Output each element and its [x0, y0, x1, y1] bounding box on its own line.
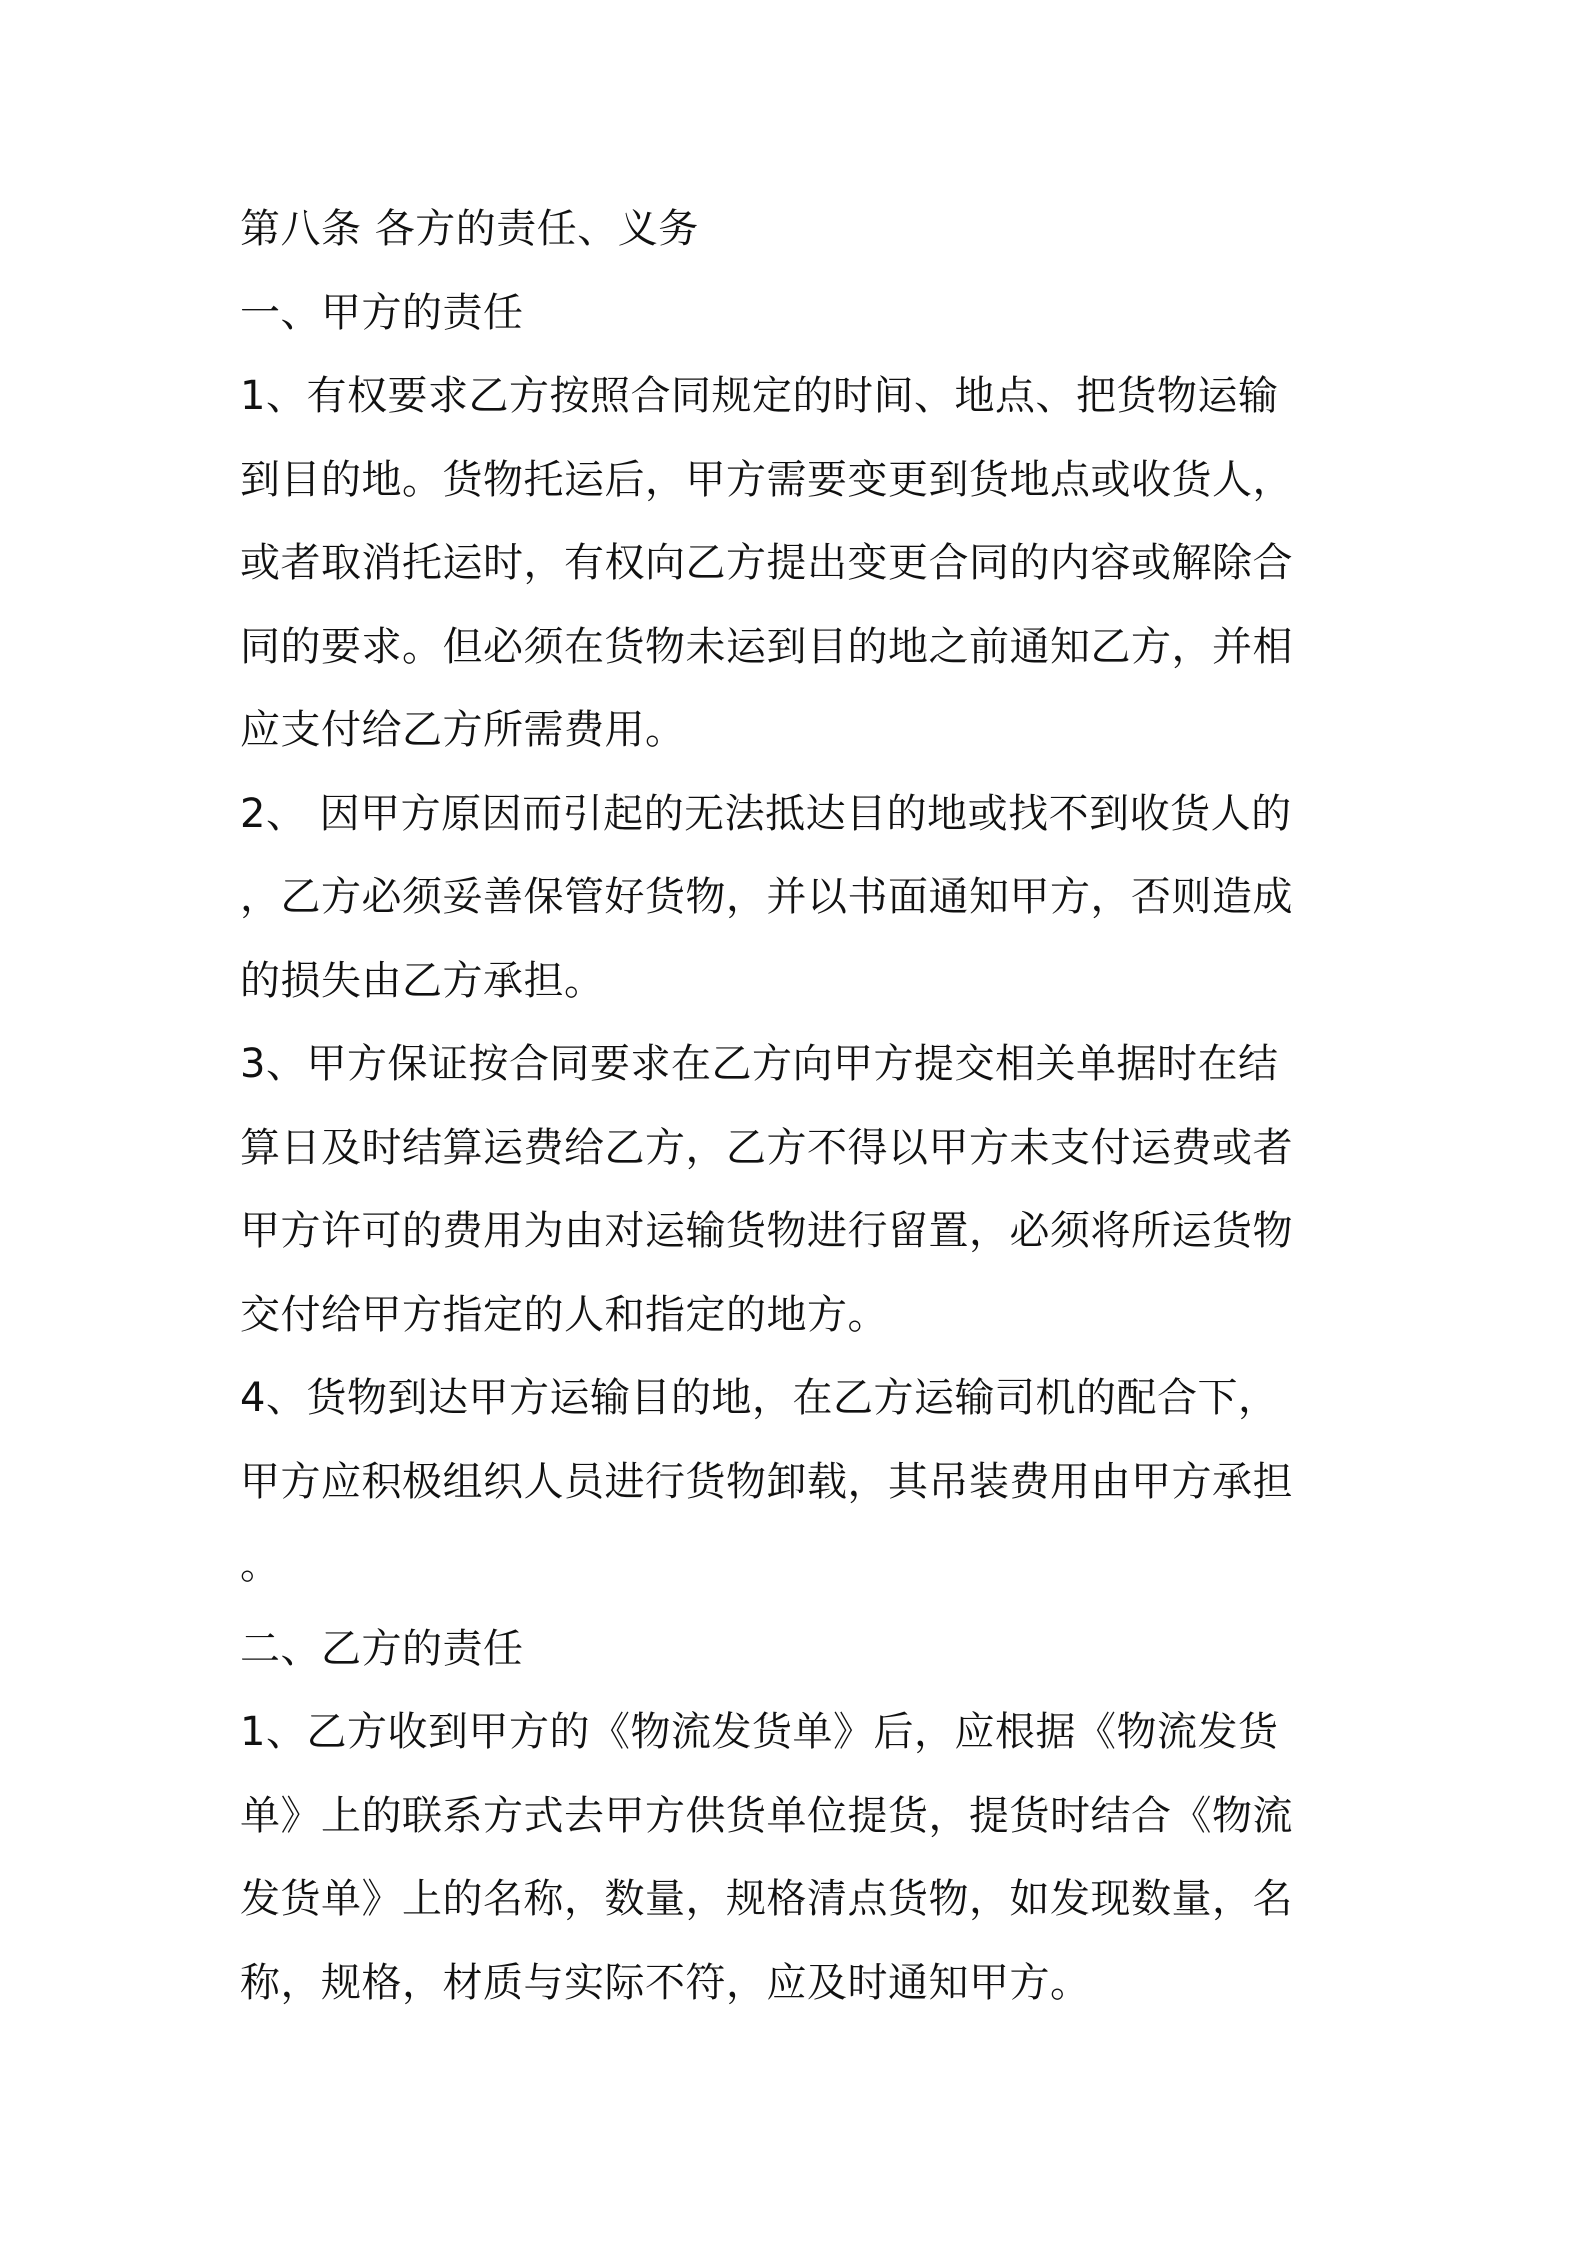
text-line: ，乙方必须妥善保管好货物，并以书面通知甲方，否则造成: [240, 874, 1293, 920]
text-line: 。: [240, 1542, 281, 1588]
text-line: 或者取消托运时，有权向乙方提出变更合同的内容或解除合: [240, 540, 1293, 586]
text-line: 的损失由乙方承担。: [240, 957, 605, 1004]
text-line: 甲方许可的费用为由对运输货物进行留置，必须将所运货物: [240, 1208, 1293, 1254]
section-heading-party-a: 一、甲方的责任: [240, 289, 524, 336]
text-line: 同的要求。但必须在货物未运到目的地之前通知乙方，并相: [240, 623, 1293, 670]
text-line: 2、 因甲方原因而引起的无法抵达目的地或找不到收货人的: [240, 790, 1292, 837]
text-line: 算日及时结算运费给乙方，乙方不得以甲方未支付运费或者: [240, 1124, 1293, 1171]
text-line: 发货单》上的名称，数量，规格清点货物，如发现数量，名: [240, 1876, 1293, 1922]
text-line: 甲方应积极组织人员进行货物卸载，其吊装费用由甲方承担: [240, 1458, 1293, 1505]
text-line: 1、有权要求乙方按照合同规定的时间、地点、把货物运输: [240, 373, 1279, 419]
article-heading: 第八条 各方的责任、义务: [240, 206, 699, 252]
text-line: 称，规格，材质与实际不符，应及时通知甲方。: [240, 1959, 1091, 2006]
text-line: 到目的地。货物托运后，甲方需要变更到货地点或收货人，: [240, 456, 1293, 503]
text-line: 1、乙方收到甲方的《物流发货单》后，应根据《物流发货: [240, 1709, 1279, 1755]
text-line: 3、甲方保证按合同要求在乙方向甲方提交相关单据时在结: [240, 1041, 1279, 1087]
text-line: 应支付给乙方所需费用。: [240, 707, 686, 753]
text-line: 单》上的联系方式去甲方供货单位提货，提货时结合《物流: [240, 1792, 1293, 1839]
section-heading-party-b: 二、乙方的责任: [240, 1625, 524, 1672]
document-page: [240, 188, 1360, 2025]
text-line: 交付给甲方指定的人和指定的地方。: [240, 1291, 888, 1338]
text-line: 4、货物到达甲方运输目的地，在乙方运输司机的配合下，: [240, 1375, 1279, 1421]
